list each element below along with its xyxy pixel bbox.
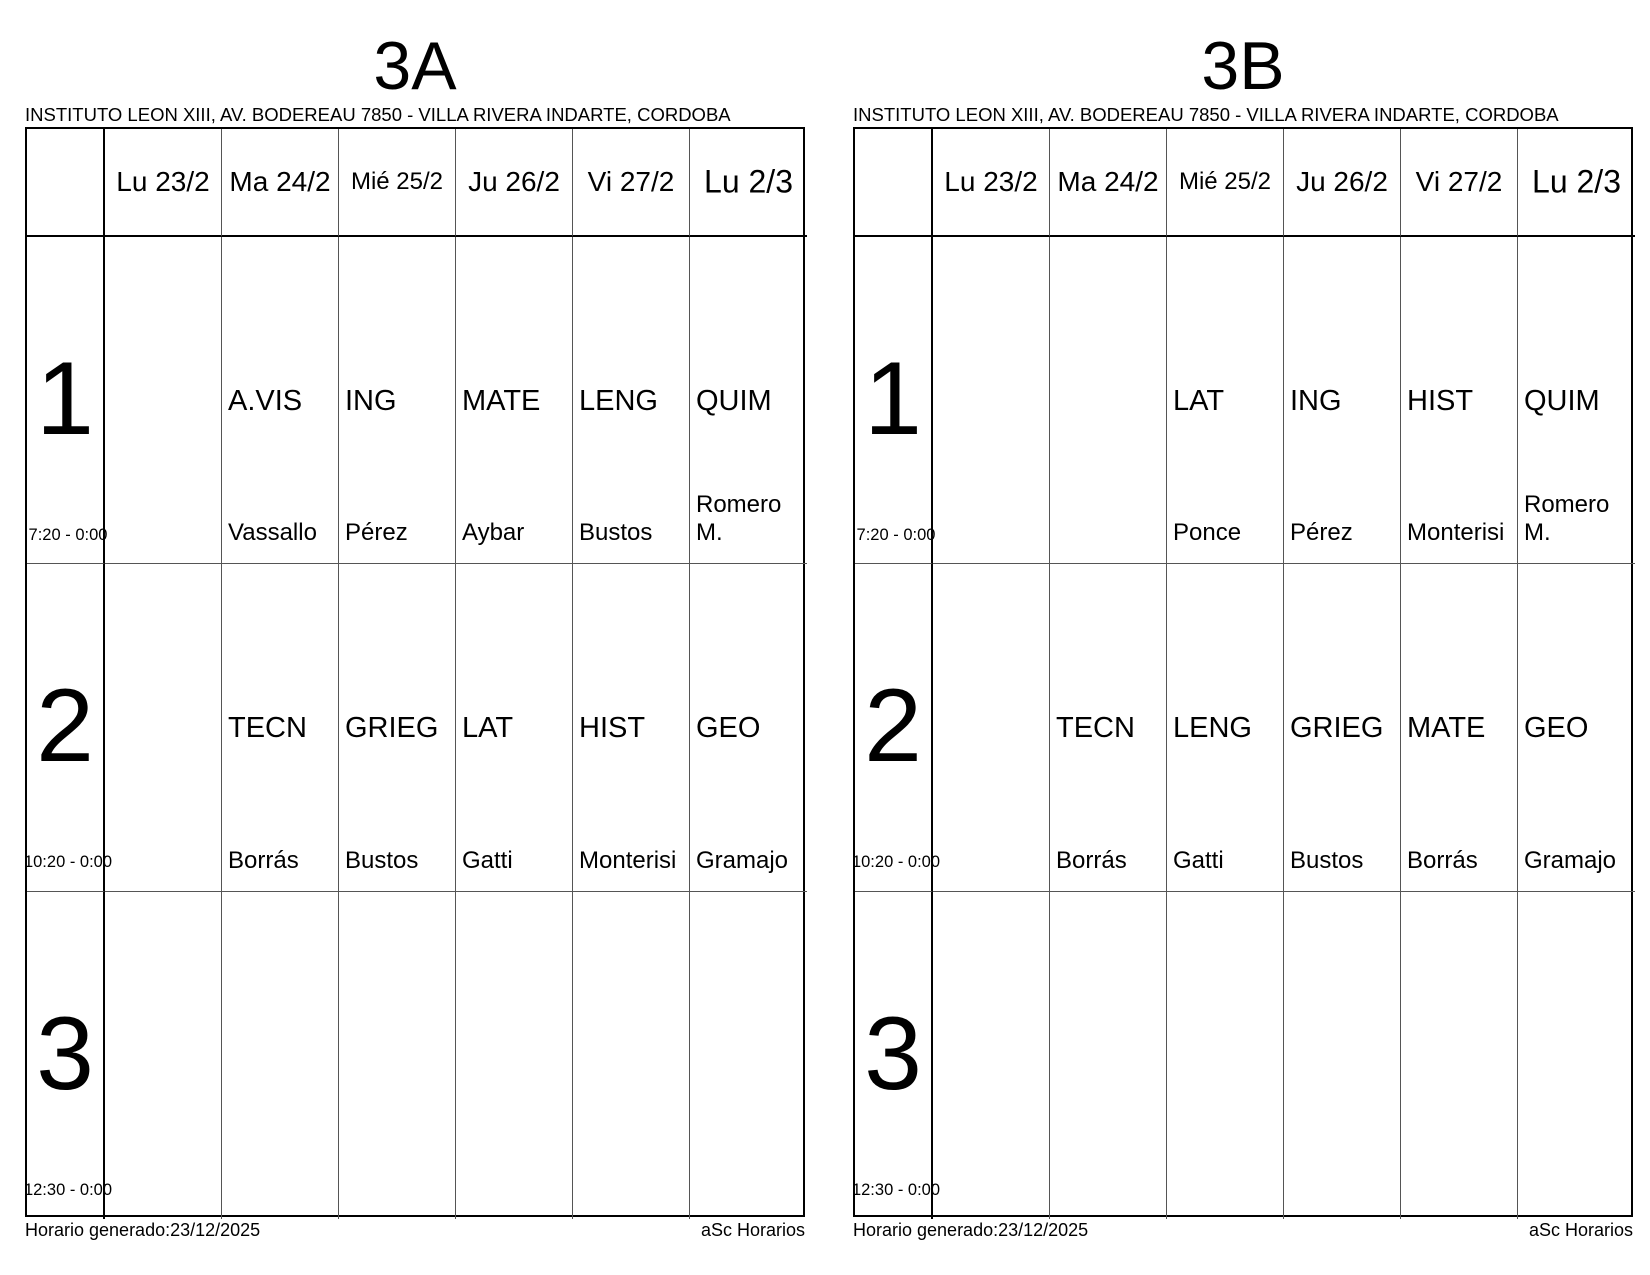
day-label: Mié 25/2 — [350, 168, 444, 195]
lesson-cell — [933, 564, 1050, 891]
subject-label: LAT — [1173, 385, 1225, 417]
day-label: Mié 25/2 — [1178, 168, 1272, 195]
period-number: 3 — [864, 995, 922, 1112]
lesson-cell — [222, 564, 339, 891]
lesson-cell — [1050, 564, 1167, 891]
lesson-cell — [1050, 237, 1167, 564]
day-header — [1518, 129, 1635, 237]
lesson-cell — [1167, 892, 1284, 1219]
teacher-label: Gramajo — [696, 846, 789, 874]
lesson-cell — [690, 564, 807, 891]
day-label: Ma 24/2 — [229, 166, 331, 197]
period-number: 1 — [864, 341, 922, 457]
subject-label: ING — [1290, 385, 1342, 417]
subject-label: GRIEG — [1290, 712, 1384, 745]
lesson-cell — [222, 892, 339, 1219]
period-cell — [851, 892, 941, 1219]
lesson-cell — [456, 892, 573, 1219]
day-header — [1401, 129, 1518, 237]
period-number: 1 — [36, 341, 94, 457]
teacher-label: Bustos — [1290, 846, 1364, 874]
teacher-label: Monterisi — [1407, 519, 1505, 547]
day-label: Ma 24/2 — [1057, 166, 1159, 197]
subject-label: GRIEG — [345, 712, 439, 745]
school-name: INSTITUTO LEON XIII, AV. BODEREAU 7850 - VILLA RIVERA INDARTE, CORDOBA — [25, 104, 731, 125]
period-time: 12:30 - 0:00 — [851, 1180, 941, 1199]
day-header — [105, 129, 222, 237]
subject-label: LENG — [1173, 712, 1252, 745]
teacher-label: Borrás — [1407, 846, 1478, 874]
teacher-label: Pérez — [345, 519, 408, 547]
period-number: 2 — [36, 668, 94, 785]
lesson-cell — [690, 892, 807, 1219]
lesson-cell — [105, 237, 222, 564]
corner-cell — [855, 129, 933, 237]
school-name: INSTITUTO LEON XIII, AV. BODEREAU 7850 - VILLA RIVERA INDARTE, CORDOBA — [853, 104, 1559, 125]
schedule-sheet-3a — [25, 0, 805, 1275]
period-cell — [23, 564, 113, 891]
day-header — [1284, 129, 1401, 237]
lesson-cell — [1284, 564, 1401, 891]
schedule-sheet-3b — [853, 0, 1633, 1275]
generated-date: Horario generado:23/12/2025 — [853, 1220, 1089, 1240]
lesson-cell — [573, 237, 690, 564]
brand-label: aSc Horarios — [1528, 1220, 1633, 1240]
day-label: Lu 2/3 — [1532, 163, 1621, 200]
teacher-label: Borrás — [1056, 846, 1127, 874]
period-cell — [851, 564, 941, 891]
lesson-cell — [573, 892, 690, 1219]
day-label: Lu 23/2 — [944, 166, 1038, 197]
teacher-label: Gramajo — [1524, 846, 1617, 874]
brand-label: aSc Horarios — [700, 1220, 805, 1240]
lesson-cell — [933, 892, 1050, 1219]
day-header — [573, 129, 690, 237]
period-number: 2 — [864, 668, 922, 785]
teacher-label: Pérez — [1290, 519, 1353, 547]
lesson-cell — [1518, 564, 1635, 891]
lesson-cell — [339, 564, 456, 891]
subject-label: GEO — [696, 712, 761, 745]
lesson-cell — [105, 892, 222, 1219]
subject-label: QUIM — [1524, 385, 1600, 417]
class-title: 3A — [373, 28, 457, 104]
timetable-grid — [25, 127, 805, 1217]
lesson-cell — [1284, 237, 1401, 564]
teacher-label: Gatti — [462, 846, 513, 874]
period-cell — [27, 237, 108, 564]
teacher-label: Romero M. — [1524, 491, 1610, 547]
lesson-cell — [690, 237, 807, 564]
lesson-cell — [1167, 237, 1284, 564]
period-time: 10:20 - 0:00 — [23, 853, 113, 872]
day-header — [690, 129, 807, 237]
day-label: Lu 23/2 — [116, 166, 210, 197]
day-label: Ju 26/2 — [1296, 166, 1388, 197]
lesson-cell — [1167, 564, 1284, 891]
subject-label: GEO — [1524, 712, 1589, 745]
lesson-cell — [573, 564, 690, 891]
period-cell — [855, 237, 936, 564]
lesson-cell — [1401, 237, 1518, 564]
lesson-cell — [105, 564, 222, 891]
day-header — [933, 129, 1050, 237]
subject-label: TECN — [1056, 712, 1135, 745]
teacher-label: Borrás — [228, 846, 299, 874]
period-cell — [23, 892, 113, 1219]
lesson-cell — [1284, 892, 1401, 1219]
lesson-cell — [1050, 892, 1167, 1219]
subject-label: LENG — [579, 385, 658, 417]
lesson-cell — [339, 237, 456, 564]
generated-date: Horario generado:23/12/2025 — [25, 1220, 261, 1240]
subject-label: HIST — [579, 712, 646, 745]
day-label: Vi 27/2 — [587, 166, 675, 197]
teacher-label: Vassallo — [228, 519, 317, 547]
day-label: Vi 27/2 — [1415, 166, 1503, 197]
period-time: 7:20 - 0:00 — [856, 526, 936, 544]
period-time: 7:20 - 0:00 — [28, 526, 108, 544]
day-header — [222, 129, 339, 237]
teacher-label: Bustos — [579, 519, 653, 547]
subject-label: MATE — [462, 385, 541, 417]
day-label: Lu 2/3 — [704, 163, 793, 200]
subject-label: A.VIS — [228, 385, 303, 417]
teacher-label: Monterisi — [579, 846, 677, 874]
corner-cell — [27, 129, 105, 237]
lesson-cell — [1518, 892, 1635, 1219]
teacher-label: Aybar — [462, 519, 525, 547]
class-title: 3B — [1201, 28, 1285, 104]
subject-label: LAT — [462, 712, 514, 745]
period-time: 12:30 - 0:00 — [23, 1180, 113, 1199]
lesson-cell — [339, 892, 456, 1219]
teacher-label: Ponce — [1173, 519, 1242, 547]
subject-label: TECN — [228, 712, 307, 745]
day-header — [1050, 129, 1167, 237]
day-header — [1167, 129, 1284, 237]
lesson-cell — [1401, 892, 1518, 1219]
timetable-grid — [853, 127, 1633, 1217]
period-number: 3 — [36, 995, 94, 1112]
day-label: Ju 26/2 — [468, 166, 560, 197]
lesson-cell — [222, 237, 339, 564]
subject-label: HIST — [1407, 385, 1474, 417]
lesson-cell — [933, 237, 1050, 564]
teacher-label: Romero M. — [696, 491, 782, 547]
subject-label: MATE — [1407, 712, 1486, 745]
teacher-label: Bustos — [345, 846, 419, 874]
lesson-cell — [1401, 564, 1518, 891]
lesson-cell — [456, 237, 573, 564]
lesson-cell — [1518, 237, 1635, 564]
lesson-cell — [456, 564, 573, 891]
day-header — [456, 129, 573, 237]
day-header — [339, 129, 456, 237]
period-time: 10:20 - 0:00 — [851, 853, 941, 872]
subject-label: QUIM — [696, 385, 772, 417]
subject-label: ING — [345, 385, 397, 417]
teacher-label: Gatti — [1173, 846, 1224, 874]
